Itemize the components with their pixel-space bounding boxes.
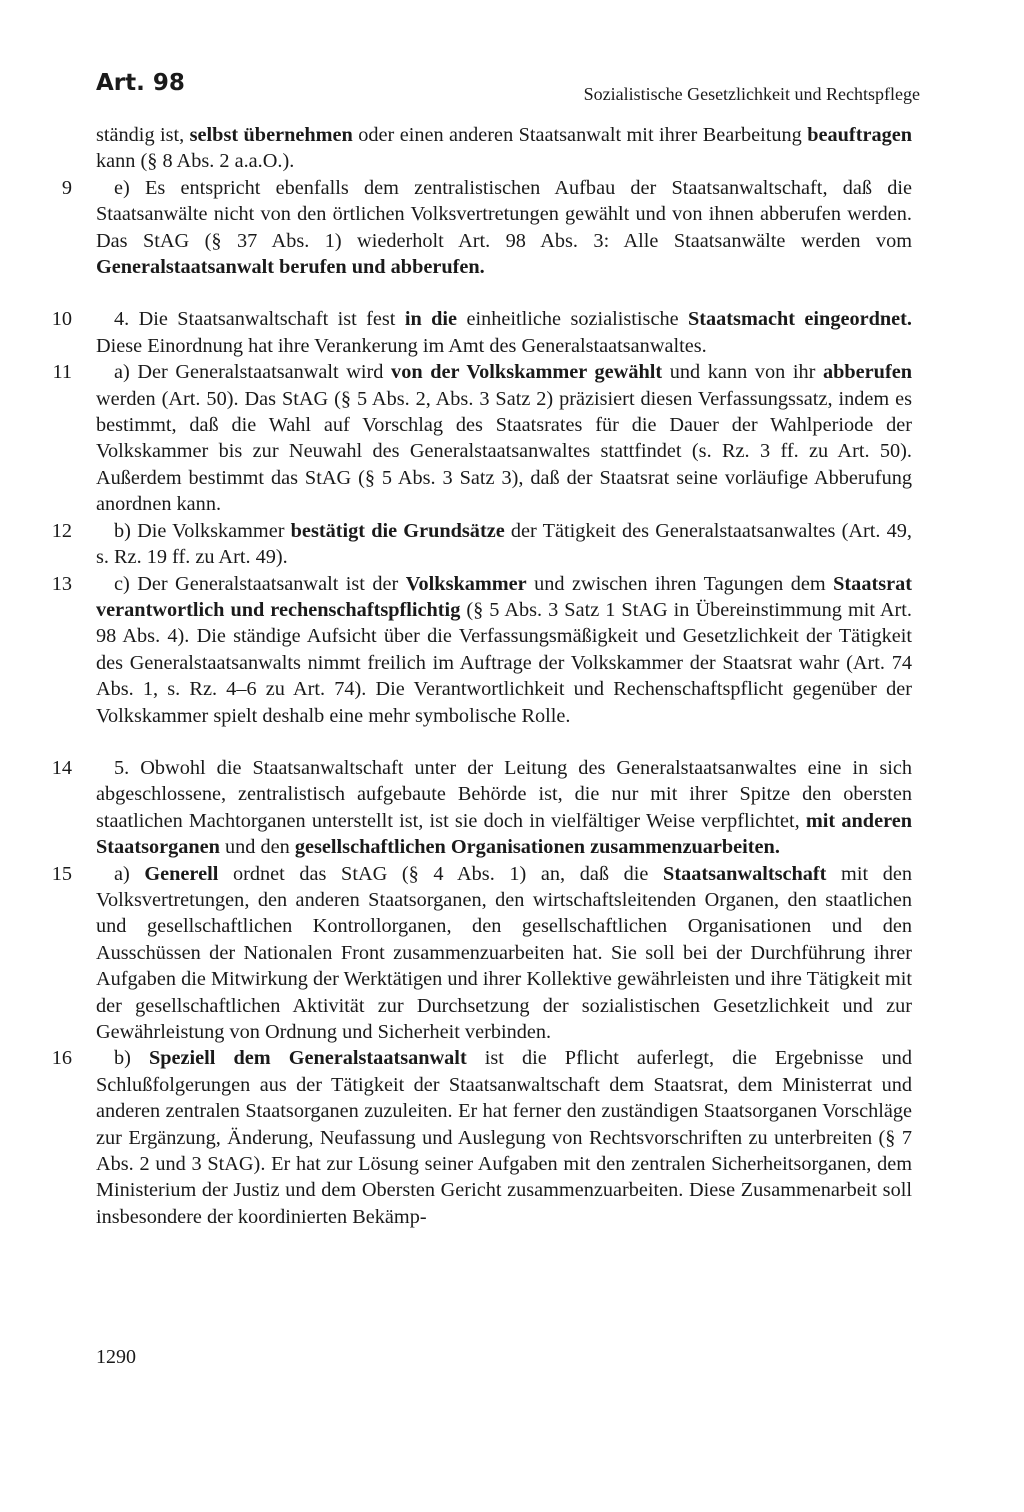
paragraph-14: 14 5. Obwohl die Staatsanwaltschaft unter der Leitung des Generalstaatsanwaltes eine in sich abgeschlossene, zentralistisch aufgebaute Behörde ist, die nur mit ihrer Spitze den obersten staatlichen Machtorganen unterstellt ist, ist sie doch in vielfältiger Weise verpflichtet, mit anderen Staatsorganen und den gesellschaftlichen Organisationen zusammenzuarbeiten. — [96, 755, 912, 861]
page-number: 1290 — [96, 1346, 136, 1368]
margin-number: 10 — [51, 308, 72, 331]
body-text — [51, 122, 913, 1230]
paragraph-continuation: ständig ist, selbst übernehmen oder einen anderen Staatsanwalt mit ihrer Bearbeitung beauftragen kann (§ 8 Abs. 2 a.a.O.). — [96, 124, 913, 173]
margin-number: 14 — [51, 756, 72, 779]
paragraph-13: 13 c) Der Generalstaatsanwalt ist der Volkskammer und zwischen ihren Tagungen dem Staatsrat verantwortlich und rechenschaftspflichtig (§ 5 Abs. 3 Satz 1 StAG in Übereinstimmung mit Art. 98 Abs. 4). Die ständige Aufsicht über die Verfassungsmäßigkeit und Gesetzlichkeit der Tätigkeit des Generalstaatsanwalts nimmt freilich im Auftrage der Volkskammer der Staatsrat wahr (Art. 74 Abs. 1, s. Rz. 4–6 zu Art. 74). Die Verantwortlichkeit und Rechenschaftspflicht gegenüber der Volkskammer spielt deshalb eine mehr symbolische Rolle. — [96, 571, 912, 729]
margin-number: 12 — [51, 519, 72, 542]
paragraph-11: 11 a) Der Generalstaatsanwalt wird von der Volkskammer gewählt und kann von ihr abberufen werden (Art. 50). Das StAG (§ 5 Abs. 2, Abs. 3 Satz 2) präzisiert diesen Verfassungssatz, indem es bestimmt, daß die Wahl auf Vorschlag des Staatsrates für die Dauer der Wahlperiode der Volkskammer bis zur Neuwahl des Generalstaatsanwaltes stattfindet (s. Rz. 3 ff. zu Art. 50). Außerdem bestimmt das StAG (§ 5 Abs. 3 Satz 3), daß der Staatsrat seine vorläufige Abberufung anordnen kann. — [96, 359, 912, 517]
margin-number: 11 — [52, 361, 72, 384]
margin-number: 16 — [51, 1047, 72, 1070]
margin-number: 9 — [61, 176, 72, 199]
article-heading: Art. 98 — [96, 70, 185, 96]
running-title: Sozialistische Gesetzlichkeit und Rechtspflege — [583, 84, 920, 104]
paragraph-9: 9 e) Es entspricht ebenfalls dem zentralistischen Aufbau der Staatsanwaltschaft, daß die Staatsanwälte nicht von den örtlichen Volksvertretungen gewählt und von ihnen abberufen werden. Das StAG (§ 37 Abs. 1) wiederholt Art. 98 Abs. 3: Alle Staatsanwälte werden vom Generalstaatsanwalt berufen und abberufen. — [96, 175, 912, 281]
paragraph-15: 15 a) Generell ordnet das StAG (§ 4 Abs. 1) an, daß die Staatsanwaltschaft mit den Volksvertretungen, den anderen Staatsorganen, den wirtschaftsleitenden Organen, den staatlichen und gesellschaftlichen Kontrollorganen, den gesellschaftlichen Organisationen und den Ausschüssen der Nationalen Front zusammenzuarbeiten hat. Sie soll bei der Durchführung ihrer Aufgaben die Mitwirkung der Werktätigen und ihrer Kollektive gewährleisten und ihre Tätigkeit mit der gesellschaftlichen Aktivität zur Durchsetzung der sozialistischen Gesetzlichkeit und zur Gewährleistung von Ordnung und Sicherheit verbinden. — [96, 861, 912, 1046]
paragraph-16: 16 b) Speziell dem Generalstaatsanwalt ist die Pflicht auferlegt, die Ergebnisse und Schlußfolgerungen aus der Tätigkeit der Staatsanwaltschaft dem Staatsrat, dem Ministerrat und anderen zentralen Staatsorganen zuzuleiten. Er hat ferner den zuständigen Staatsorganen Vorschläge zur Ergänzung, Änderung, Neufassung und Auslegung von Rechtsvorschriften zu unterbreiten (§ 7 Abs. 2 und 3 StAG). Er hat zur Lösung seiner Aufgaben mit den zentralen Sicherheitsorganen, dem Ministerium der Justiz und dem Obersten Gericht zusammenzuarbeiten. Diese Zusammenarbeit soll insbesondere der koordinierten Bekämp- — [96, 1045, 912, 1230]
margin-number: 13 — [51, 572, 72, 595]
paragraph-10: 10 4. Die Staatsanwaltschaft ist fest in die einheitliche sozialistische Staatsmacht eingeordnet. Diese Einordnung hat ihre Verankerung im Amt des Generalstaatsanwaltes. — [96, 306, 912, 359]
margin-number: 15 — [51, 862, 72, 885]
paragraph-12: 12 b) Die Volkskammer bestätigt die Grundsätze der Tätigkeit des Generalstaatsanwaltes (Art. 49, s. Rz. 19 ff. zu Art. 49). — [96, 518, 912, 571]
